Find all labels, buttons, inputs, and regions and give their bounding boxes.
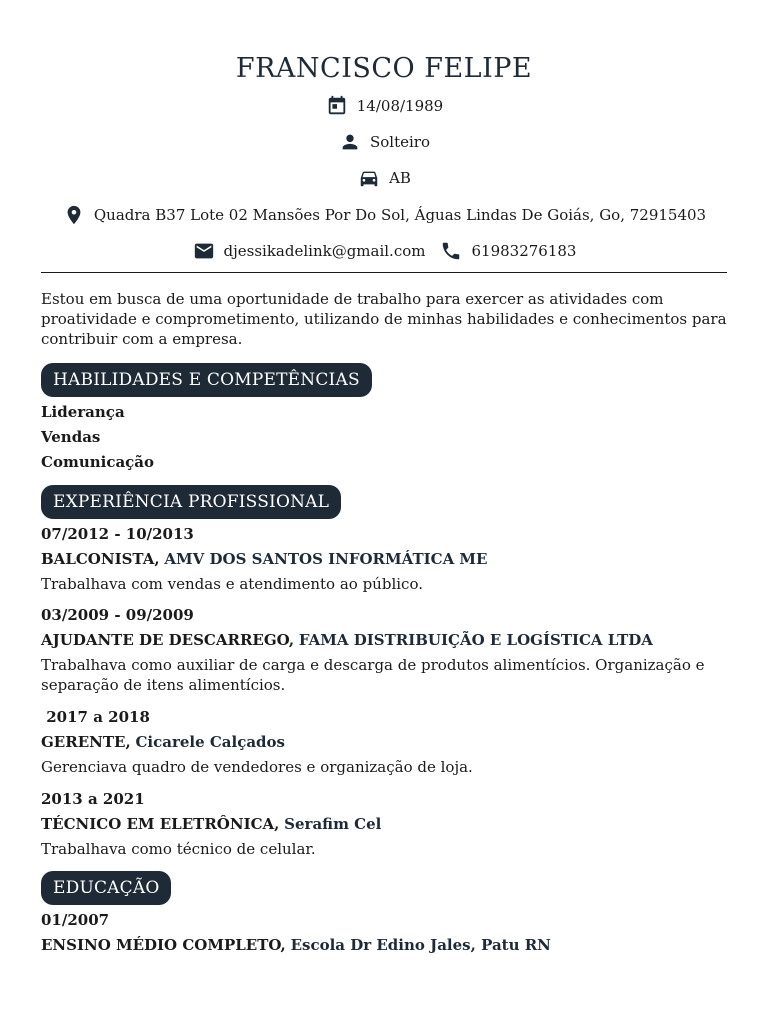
calendar-icon <box>325 94 349 118</box>
experience-period: 2013 a 2021 <box>41 790 145 808</box>
location-pin-icon <box>62 203 86 227</box>
experience-section-title: EXPERIÊNCIA PROFISSIONAL <box>41 485 341 519</box>
experience-company: FAMA DISTRIBUIÇÃO E LOGÍSTICA LTDA <box>298 631 653 649</box>
birthdate-line <box>0 94 768 118</box>
education-period: 01/2007 <box>41 911 110 929</box>
experience-role: AJUDANTE DE DESCARREGO, <box>41 631 295 649</box>
license-line <box>0 166 768 190</box>
experience-role: TÉCNICO EM ELETRÔNICA, <box>41 815 280 833</box>
address-line <box>0 203 768 227</box>
education-degree-line <box>41 935 551 955</box>
skill-item: Liderança <box>41 403 125 421</box>
experience-description: Gerenciava quadro de vendedores e organização de loja. <box>41 758 473 776</box>
mail-icon <box>192 239 216 263</box>
experience-role-line <box>41 549 487 569</box>
candidate-name: FRANCISCO FELIPE <box>235 53 533 84</box>
education-degree: ENSINO MÉDIO COMPLETO, <box>41 936 286 954</box>
experience-role: BALCONISTA, <box>41 550 160 568</box>
skill-item: Vendas <box>41 428 101 446</box>
email[interactable]: djessikadelink@gmail.com <box>223 242 426 260</box>
experience-role: GERENTE, <box>41 733 131 751</box>
skills-section-title: HABILIDADES E COMPETÊNCIAS <box>41 363 372 397</box>
experience-company: Serafim Cel <box>284 815 382 833</box>
marital-status: Solteiro <box>369 133 430 151</box>
header-divider <box>41 272 727 273</box>
experience-period: 07/2012 - 10/2013 <box>41 525 194 543</box>
marital-status-line <box>0 130 768 154</box>
experience-company: AMV DOS SANTOS INFORMÁTICA ME <box>164 550 488 568</box>
experience-description: Trabalhava com vendas e atendimento ao público. <box>41 575 423 593</box>
driver-license: AB <box>389 169 411 187</box>
experience-description: Trabalhava como auxiliar de carga e descarga de produtos alimentícios. Organização e separação de itens alimentícios. <box>41 656 705 694</box>
experience-period: 03/2009 - 09/2009 <box>41 606 194 624</box>
education-school: Escola Dr Edino Jales, Patu RN <box>290 936 551 954</box>
skill-item: Comunicação <box>41 453 155 471</box>
birthdate: 14/08/1989 <box>356 97 444 115</box>
phone-icon <box>439 239 463 263</box>
experience-description: Trabalhava como técnico de celular. <box>41 840 316 858</box>
experience-period: 2017 a 2018 <box>41 708 150 726</box>
person-icon <box>338 130 362 154</box>
education-section-title: EDUCAÇÃO <box>41 871 171 905</box>
professional-summary: Estou em busca de uma oportunidade de trabalho para exercer as atividades com proatividade e comprometimento, utilizando de minhas habilidades e conhecimentos para contribuir com a empresa. <box>41 290 727 348</box>
contact-line <box>0 239 768 263</box>
address: Quadra B37 Lote 02 Mansões Por Do Sol, Águas Lindas De Goiás, Go, 72915403 <box>93 206 707 224</box>
car-icon <box>357 166 381 190</box>
experience-role-line <box>41 814 381 834</box>
phone[interactable]: 61983276183 <box>471 242 577 260</box>
experience-company: Cicarele Calçados <box>135 733 285 751</box>
experience-role-line <box>41 630 653 650</box>
experience-role-line <box>41 732 285 752</box>
